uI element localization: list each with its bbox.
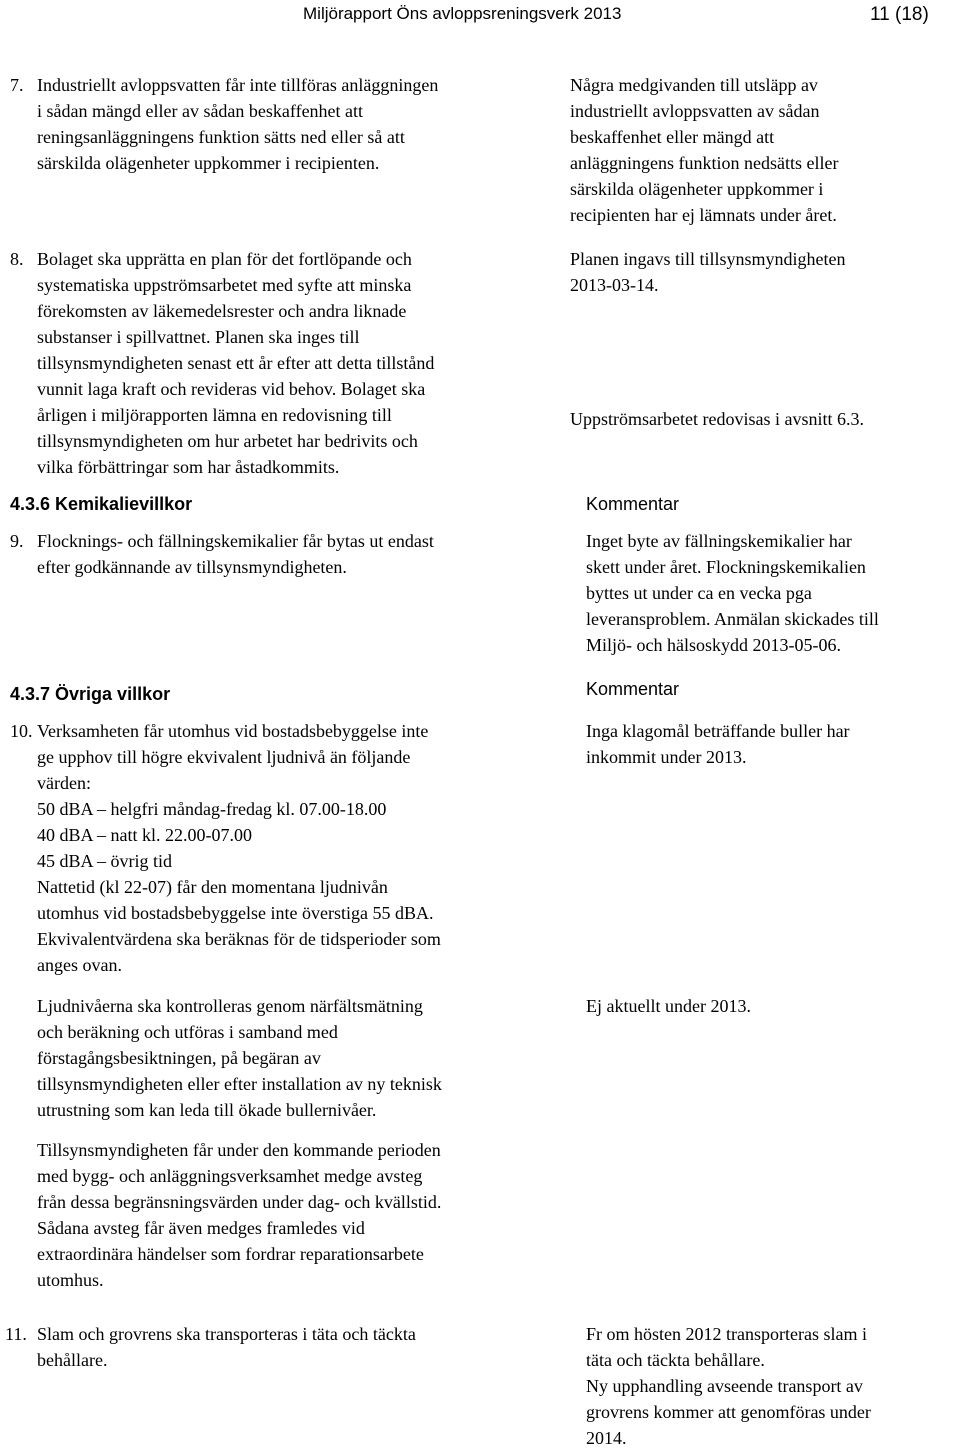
comment-text: Ej aktuellt under 2013. [586, 996, 751, 1016]
item-number: 8. [10, 249, 24, 269]
comment-text: Fr om hösten 2012 transporteras slam i täta och täckta behållare. Ny upphandling avseende transport av grovrens kommer att genomföras under 2014. [586, 1324, 871, 1448]
comment-heading: Kommentar [586, 679, 680, 699]
item-number: 9. [10, 531, 24, 551]
page-number: 11 (18) [870, 4, 929, 25]
document-title: Miljörapport Öns avloppsreningsverk 2013 [303, 4, 622, 23]
condition-text: Tillsynsmyndigheten får under den kommande perioden med bygg- och anläggningsverksamhet medge avsteg från dessa begränsningsvärden under dag- och kvällstid. Sådana avsteg får även medges framledes vid extraordinära händelser som fordrar reparationsarbete utomhus. [37, 1140, 442, 1290]
item-number: 10. [10, 721, 33, 741]
item-number: 7. [10, 75, 24, 95]
comment-heading: Kommentar [586, 494, 680, 514]
comment-text: Inget byte av fällningskemikalier har skett under året. Flockningskemikalien byttes ut under ca en vecka pga leveransproblem. Anmälan skickades till Miljö- och hälsoskydd 2013-05-06. [586, 531, 879, 655]
comment-text: Uppströmsarbetet redovisas i avsnitt 6.3. [570, 409, 864, 429]
section-heading: 4.3.6 Kemikalievillkor [10, 494, 193, 514]
condition-text: Ljudnivåerna ska kontrolleras genom närfältsmätning och beräkning och utföras i samband med förstagångsbesiktningen, på begäran av tillsynsmyndigheten eller efter installation av ny teknisk utrustning som kan leda till ökade bullernivåer. [37, 996, 442, 1120]
condition-text: Slam och grovrens ska transporteras i täta och täckta behållare. [37, 1324, 416, 1370]
item-number: 11. [5, 1324, 27, 1344]
condition-text: Industriellt avloppsvatten får inte tillföras anläggningen i sådan mängd eller av sådan beskaffenhet att reningsanläggningens funktion sätts ned eller så att särskilda olägenheter uppkommer i recipienten. [37, 75, 439, 173]
section-heading: 4.3.7 Övriga villkor [10, 684, 171, 704]
comment-text: Planen ingavs till tillsynsmyndigheten 2013-03-14. [570, 249, 846, 295]
comment-text: Några medgivanden till utsläpp av industriellt avloppsvatten av sådan beskaffenhet eller mängd att anläggningens funktion nedsätts eller särskilda olägenheter uppkommer i recipienten har ej lämnats under året. [570, 75, 839, 225]
condition-text: Bolaget ska upprätta en plan för det fortlöpande och systematiska uppströmsarbetet med syfte att minska förekomsten av läkemedelsrester och andra liknade substanser i spillvattnet. Planen ska inges till tillsynsmyndigheten senast ett år efter att detta tillstånd vunnit laga kraft och revideras vid behov. Bolaget ska årligen i miljörapporten lämna en redovisning till tillsynsmyndigheten om hur arbetet har bedrivits och vilka förbättringar som har åstadkommits. [37, 249, 435, 477]
page-header [0, 4, 960, 28]
condition-text: Flocknings- och fällningskemikalier får bytas ut endast efter godkännande av tillsynsmyndigheten. [37, 531, 434, 577]
condition-text: Verksamheten får utomhus vid bostadsbebyggelse inte ge upphov till högre ekvivalent ljudnivå än följande värden: 50 dBA – helgfri måndag-fredag kl. 07.00-18.00 40 dBA – natt kl. 22.00-07.00 45 dBA – övrig tid Nattetid (kl 22-07) får den momentana ljudnivån utomhus vid bostadsbebyggelse inte överstiga 55 dBA. Ekvivalentvärdena ska beräknas för de tidsperioder som anges ovan. [37, 721, 441, 975]
comment-text: Inga klagomål beträffande buller har inkommit under 2013. [586, 721, 850, 767]
